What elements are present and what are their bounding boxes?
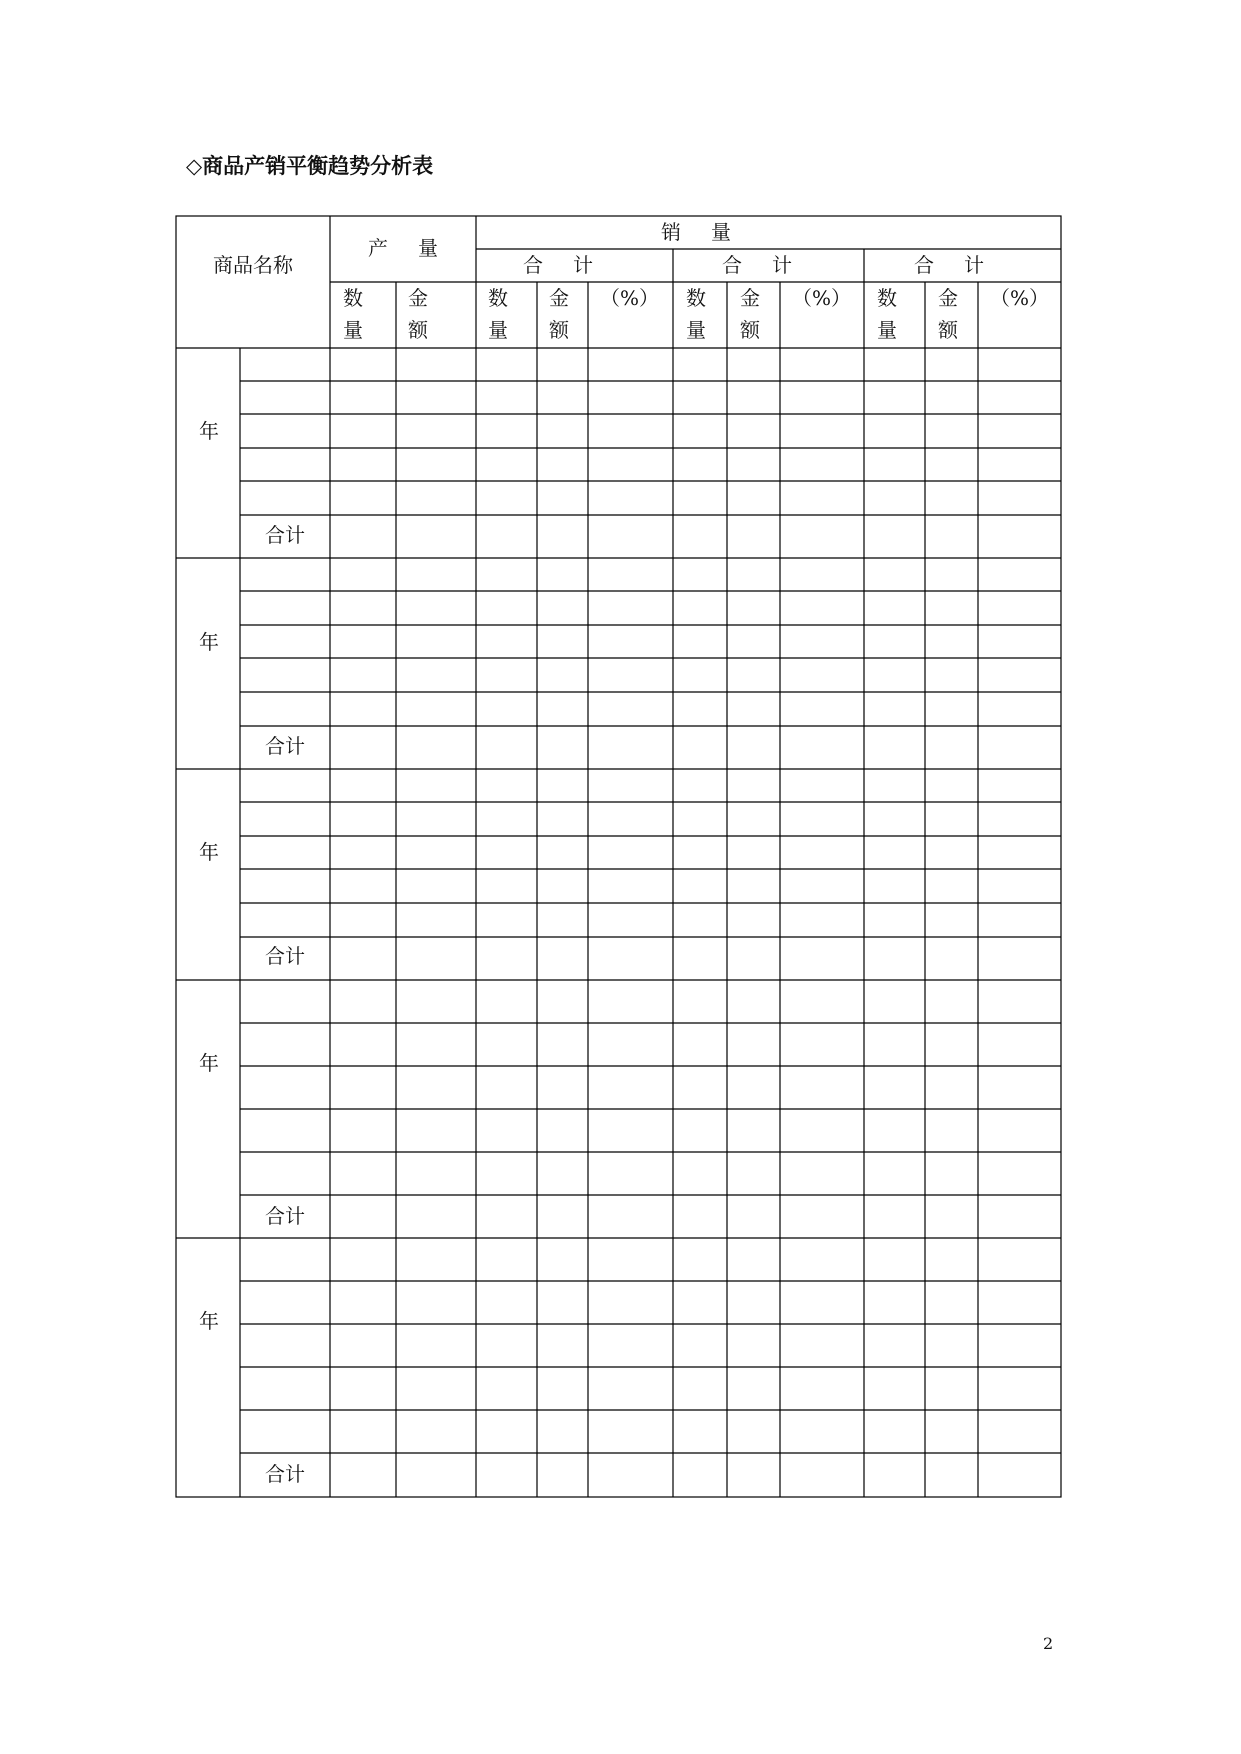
group-1-total-label: 合计 [265, 523, 305, 547]
col-percent-2: （%） [792, 286, 852, 310]
col-amt-1-top: 金 [408, 286, 428, 310]
col-qty-3-top: 数 [686, 286, 706, 310]
col-qty-4-top: 数 [877, 286, 897, 310]
col-amt-1-bottom: 额 [408, 318, 428, 342]
group-5-total-label: 合计 [265, 1462, 305, 1486]
col-amt-4-bottom: 额 [938, 318, 958, 342]
group-5-year-label: 年 [199, 1309, 219, 1333]
group-4-total-label: 合计 [265, 1204, 305, 1228]
header-sales: 销量 [661, 220, 761, 244]
header-subtotal-1: 合计 [523, 253, 623, 277]
col-qty-1-top: 数 [343, 286, 363, 310]
col-qty-1-bottom: 量 [343, 318, 363, 342]
col-percent-3: （%） [990, 286, 1050, 310]
col-amt-3-bottom: 额 [740, 318, 760, 342]
col-qty-3-bottom: 量 [686, 318, 706, 342]
header-subtotal-2: 合计 [722, 253, 822, 277]
group-1-year-label: 年 [199, 419, 219, 443]
page-number: 2 [1043, 1634, 1054, 1653]
col-qty-2-bottom: 量 [488, 318, 508, 342]
col-amt-3-top: 金 [740, 286, 760, 310]
col-qty-2-top: 数 [488, 286, 508, 310]
header-product-name: 商品名称 [213, 253, 293, 277]
group-4-year-label: 年 [199, 1051, 219, 1075]
group-3-year-label: 年 [199, 840, 219, 864]
col-percent-1: （%） [600, 286, 660, 310]
page-title: ◇商品产销平衡趋势分析表 [186, 154, 434, 178]
header-production: 产量 [368, 236, 468, 260]
group-2-year-label: 年 [199, 630, 219, 654]
col-amt-2-bottom: 额 [549, 318, 569, 342]
group-3-total-label: 合计 [265, 944, 305, 968]
header-subtotal-3: 合计 [914, 253, 1014, 277]
col-amt-2-top: 金 [549, 286, 569, 310]
col-amt-4-top: 金 [938, 286, 958, 310]
col-qty-4-bottom: 量 [877, 318, 897, 342]
group-2-total-label: 合计 [265, 734, 305, 758]
